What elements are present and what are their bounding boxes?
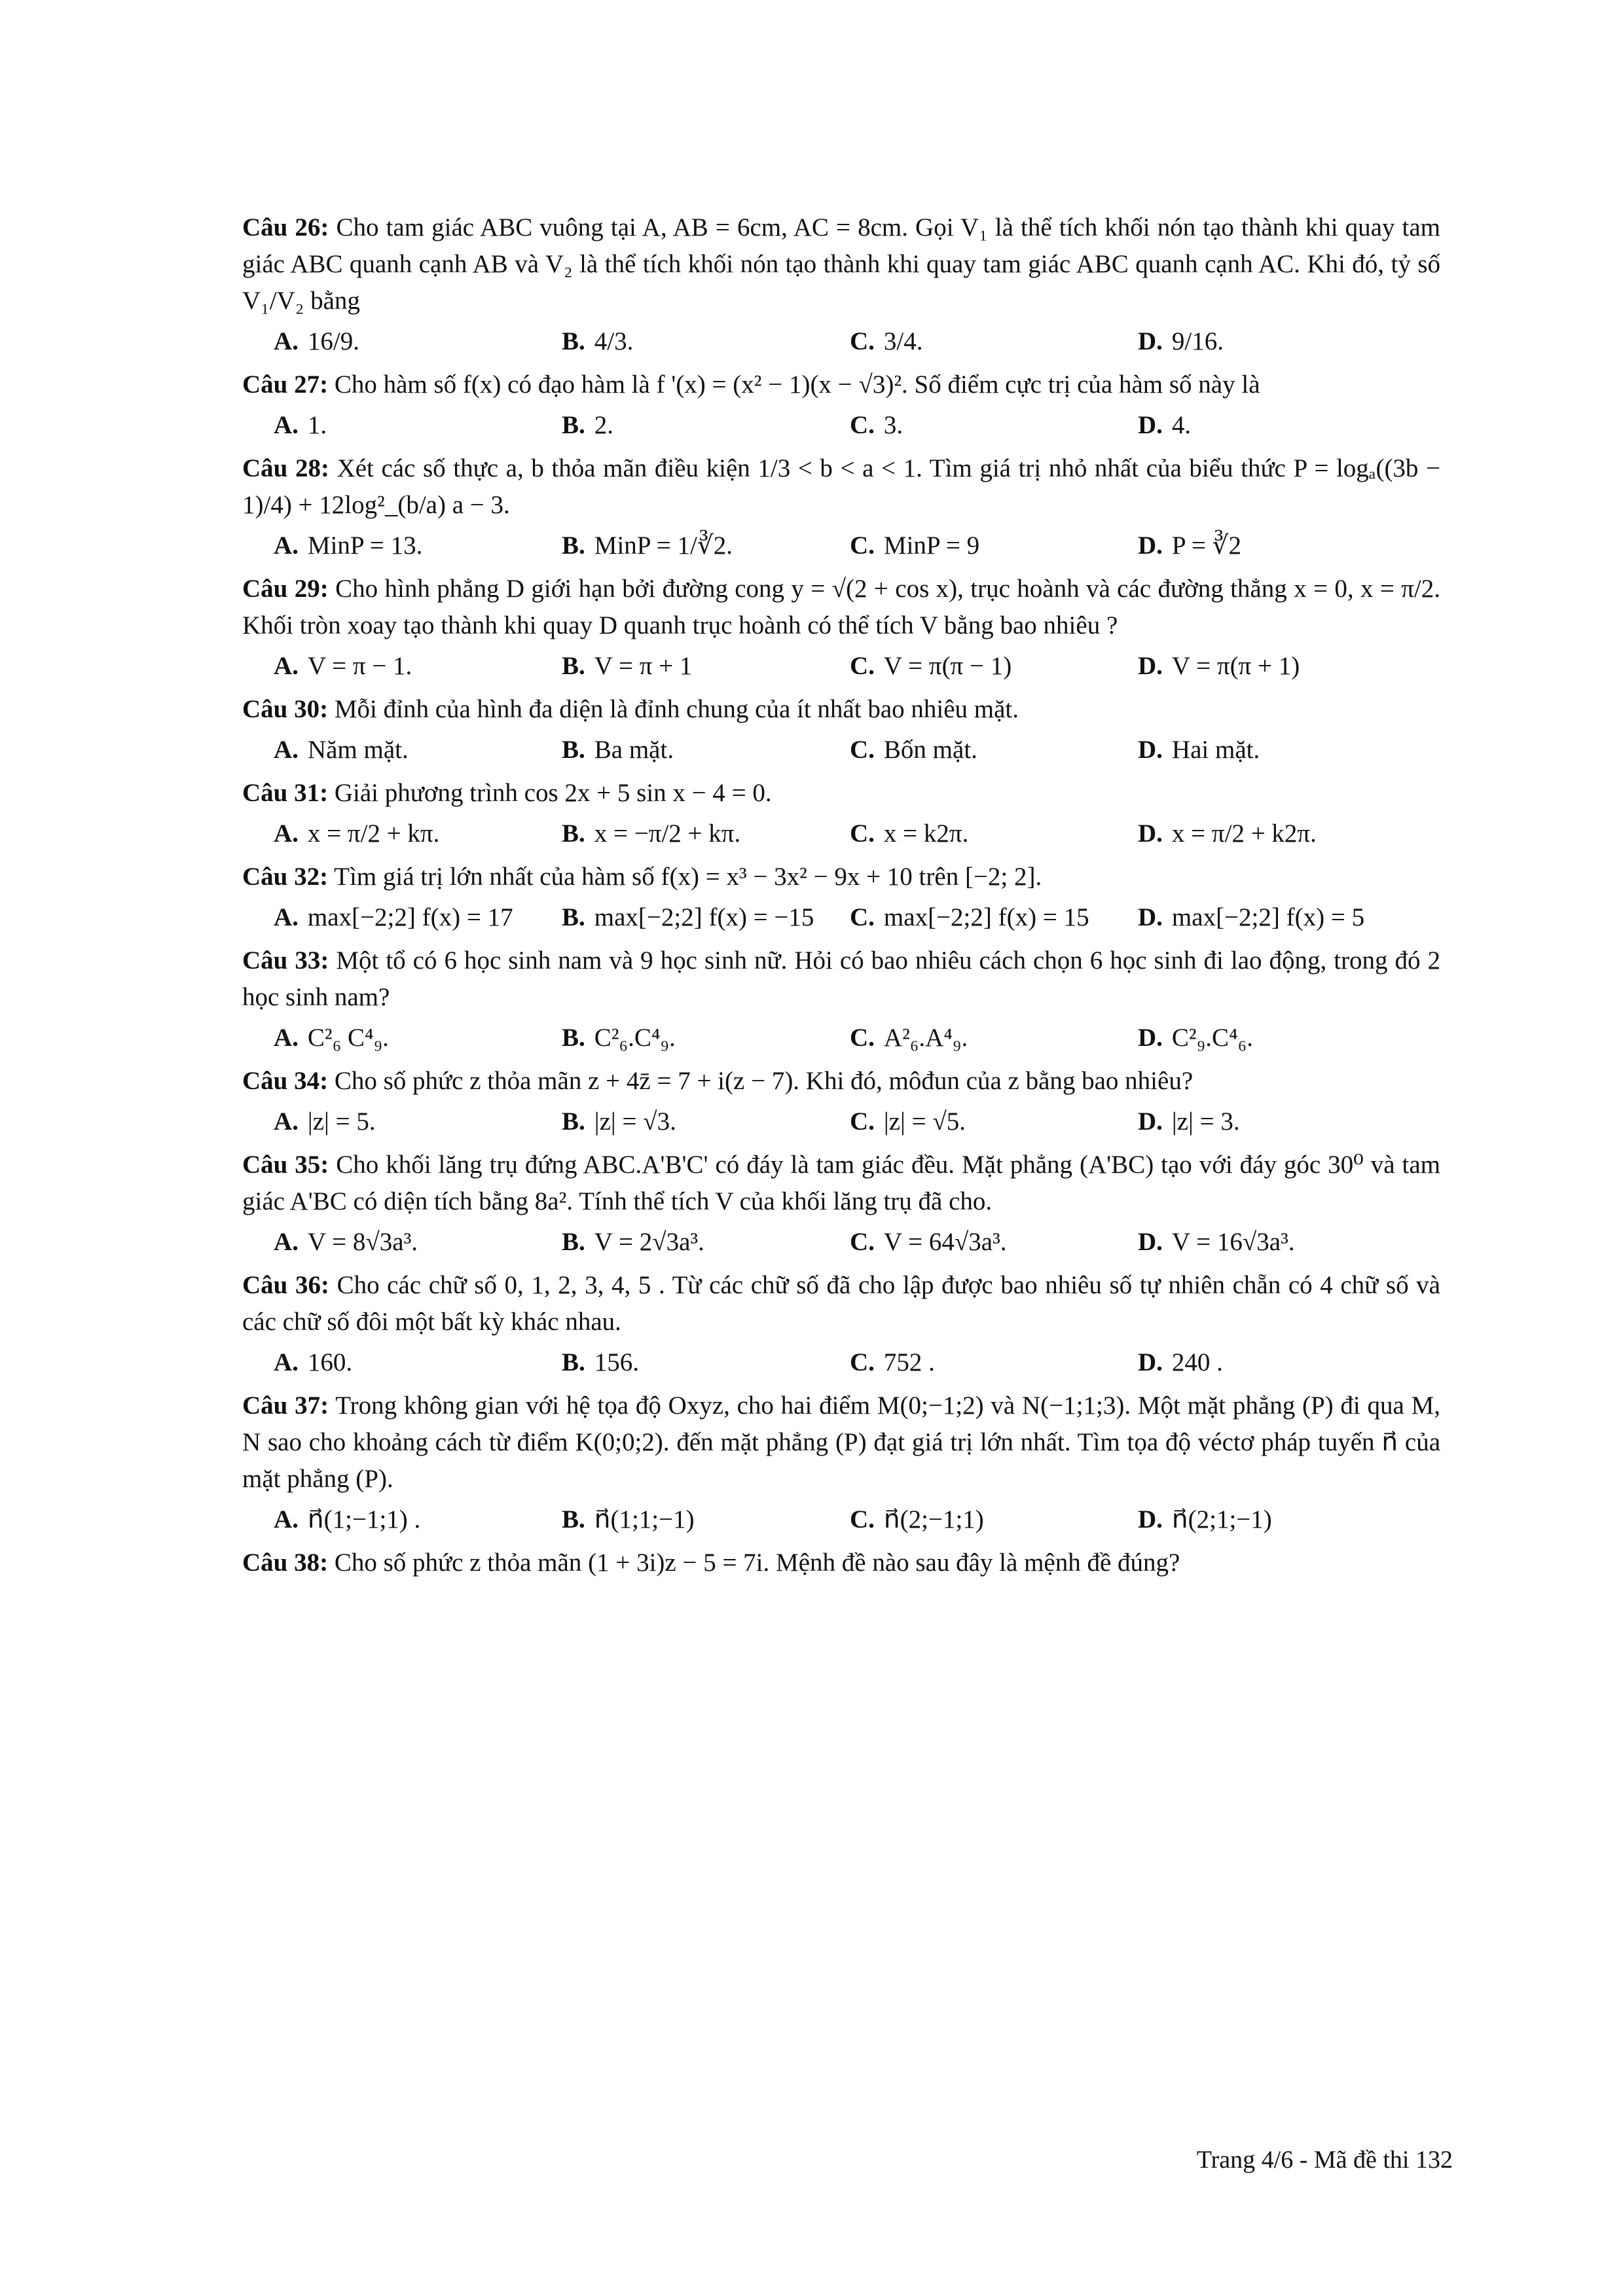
- answer-option[interactable]: [1138, 528, 1426, 564]
- option-text: max[−2;2] f(x) = 5: [1171, 903, 1365, 931]
- answer-options: [274, 1103, 1440, 1140]
- option-label: D.: [1138, 327, 1163, 355]
- option-text: V = π(π + 1): [1171, 652, 1300, 680]
- option-text: max[−2;2] f(x) = 17: [307, 903, 513, 931]
- option-text: max[−2;2] f(x) = 15: [883, 903, 1089, 931]
- answer-option[interactable]: [1138, 732, 1426, 768]
- question-26: [242, 209, 1440, 360]
- option-label: D.: [1138, 1348, 1163, 1376]
- option-text: n⃗(1;−1;1) .: [307, 1505, 421, 1534]
- option-label: C.: [850, 819, 875, 848]
- answer-option[interactable]: [850, 407, 1138, 444]
- option-text: 16/9.: [307, 327, 360, 355]
- question-body: Cho hình phẳng D giới hạn bởi đường cong y = √(2 + cos x), trục hoành và các đường thẳng x = 0, x = π/2. Khối tròn xoay tạo thành khi quay D quanh trục hoành có thể tích V bằng bao nhiêu ?: [242, 575, 1440, 639]
- question-number: Câu 35:: [242, 1151, 329, 1179]
- question-37: [242, 1388, 1440, 1538]
- option-text: n⃗(1;1;−1): [594, 1505, 695, 1534]
- option-label: D.: [1138, 1107, 1163, 1136]
- option-label: B.: [562, 327, 585, 355]
- option-text: x = −π/2 + kπ.: [594, 819, 741, 848]
- option-label: C.: [850, 903, 875, 931]
- option-label: D.: [1138, 411, 1163, 439]
- question-number: Câu 34:: [242, 1067, 329, 1095]
- option-text: V = 2√3a³.: [594, 1228, 704, 1256]
- answer-option[interactable]: [562, 899, 850, 936]
- option-text: 4/3.: [594, 327, 634, 355]
- option-text: 3.: [883, 411, 903, 439]
- question-text: [242, 1147, 1440, 1220]
- question-body: Trong không gian với hệ tọa độ Oxyz, cho hai điểm M(0;−1;2) và N(−1;1;3). Một mặt phẳng (P) đi qua M, N sao cho khoảng cách từ điểm K(0;0;2). đến mặt phẳng (P) đạt giá trị lớn nhất. Tìm tọa độ véctơ pháp tuyến n⃗ của mặt phẳng (P).: [242, 1391, 1441, 1493]
- option-text: Ba mặt.: [594, 736, 674, 764]
- option-label: C.: [850, 1505, 875, 1534]
- answer-option[interactable]: [850, 323, 1138, 360]
- answer-options: [274, 1020, 1440, 1056]
- question-38: [242, 1545, 1440, 1581]
- answer-option[interactable]: [274, 899, 562, 936]
- option-text: V = π − 1.: [307, 652, 412, 680]
- question-text: [242, 691, 1440, 728]
- question-body: Cho số phức z thỏa mãn z + 4z̄ = 7 + i(z − 7). Khi đó, môđun của z bằng bao nhiêu?: [334, 1067, 1194, 1095]
- answer-option[interactable]: [274, 648, 562, 685]
- answer-option[interactable]: [1138, 407, 1426, 444]
- answer-option[interactable]: [850, 1224, 1138, 1261]
- option-label: B.: [562, 652, 585, 680]
- question-34: [242, 1063, 1440, 1140]
- answer-options: [274, 1344, 1440, 1381]
- option-label: B.: [562, 411, 585, 439]
- answer-option[interactable]: [274, 1501, 562, 1538]
- option-text: V = 16√3a³.: [1171, 1228, 1295, 1256]
- question-28: [242, 450, 1440, 564]
- option-text: Năm mặt.: [307, 736, 409, 764]
- question-number: Câu 37:: [242, 1391, 329, 1420]
- question-27: [242, 367, 1440, 444]
- question-number: Câu 33:: [242, 946, 329, 975]
- question-number: Câu 31:: [242, 779, 329, 807]
- answer-option[interactable]: [850, 816, 1138, 852]
- question-text: [242, 859, 1440, 895]
- question-number: Câu 26:: [242, 213, 329, 242]
- answer-option[interactable]: [562, 1501, 850, 1538]
- answer-options: [274, 732, 1440, 768]
- question-body: Giải phương trình cos 2x + 5 sin x − 4 = 0.: [334, 779, 772, 807]
- option-label: B.: [562, 1107, 585, 1136]
- option-label: B.: [562, 1228, 585, 1256]
- answer-option[interactable]: [274, 1103, 562, 1140]
- question-text: [242, 1388, 1440, 1498]
- option-text: n⃗(2;−1;1): [883, 1505, 984, 1534]
- option-text: |z| = 5.: [307, 1107, 376, 1136]
- option-text: MinP = 13.: [307, 531, 423, 560]
- answer-option[interactable]: [850, 1103, 1138, 1140]
- option-label: A.: [274, 531, 299, 560]
- option-label: B.: [562, 531, 585, 560]
- option-text: P = ∛2: [1171, 531, 1242, 560]
- answer-option[interactable]: [850, 1344, 1138, 1381]
- option-label: A.: [274, 819, 299, 848]
- option-label: D.: [1138, 903, 1163, 931]
- question-33: [242, 942, 1440, 1056]
- option-text: C²₆.C⁴₉.: [594, 1024, 676, 1052]
- option-text: n⃗(2;1;−1): [1171, 1505, 1272, 1534]
- answer-option[interactable]: [1138, 1344, 1426, 1381]
- option-label: C.: [850, 531, 875, 560]
- option-text: MinP = 1/∛2.: [594, 531, 733, 560]
- question-body: Mỗi đỉnh của hình đa diện là đỉnh chung của ít nhất bao nhiêu mặt.: [334, 695, 1019, 723]
- answer-option[interactable]: [274, 732, 562, 768]
- option-label: C.: [850, 1228, 875, 1256]
- question-number: Câu 28:: [242, 454, 329, 482]
- option-text: |z| = 3.: [1171, 1107, 1240, 1136]
- option-text: |z| = √3.: [594, 1107, 676, 1136]
- option-text: V = π + 1: [594, 652, 693, 680]
- option-label: B.: [562, 736, 585, 764]
- answer-option[interactable]: [850, 732, 1138, 768]
- answer-option[interactable]: [850, 899, 1138, 936]
- option-label: C.: [850, 411, 875, 439]
- answer-option[interactable]: [850, 1501, 1138, 1538]
- option-label: C.: [850, 1348, 875, 1376]
- question-body: Cho số phức z thỏa mãn (1 + 3i)z − 5 = 7i. Mệnh đề nào sau đây là mệnh đề đúng?: [334, 1549, 1180, 1577]
- answer-option[interactable]: [562, 1103, 850, 1140]
- option-text: 2.: [594, 411, 614, 439]
- option-label: B.: [562, 1024, 585, 1052]
- answer-option[interactable]: [274, 816, 562, 852]
- question-number: Câu 27:: [242, 370, 329, 399]
- option-text: C²₉.C⁴₆.: [1171, 1024, 1253, 1052]
- option-text: x = π/2 + kπ.: [307, 819, 440, 848]
- option-text: 3/4.: [883, 327, 923, 355]
- answer-options: [274, 1501, 1440, 1538]
- option-label: B.: [562, 1505, 585, 1534]
- question-body: Một tổ có 6 học sinh nam và 9 học sinh nữ. Hỏi có bao nhiêu cách chọn 6 học sinh đi lao động, trong đó 2 học sinh nam?: [242, 946, 1441, 1011]
- option-label: C.: [850, 1107, 875, 1136]
- option-label: A.: [274, 903, 299, 931]
- question-body: Xét các số thực a, b thỏa mãn điều kiện 1/3 < b < a < 1. Tìm giá trị nhỏ nhất của biểu thức P = logₐ((3b − 1)/4) + 12log²_(b/a) a − 3.: [242, 454, 1441, 519]
- option-text: V = 64√3a³.: [883, 1228, 1007, 1256]
- answer-option[interactable]: [850, 648, 1138, 685]
- question-text: [242, 1267, 1440, 1340]
- answer-option[interactable]: [562, 1344, 850, 1381]
- option-label: C.: [850, 736, 875, 764]
- option-label: D.: [1138, 652, 1163, 680]
- answer-option[interactable]: [562, 528, 850, 564]
- answer-options: [274, 528, 1440, 564]
- option-text: 9/16.: [1171, 327, 1224, 355]
- option-label: B.: [562, 903, 585, 931]
- answer-option[interactable]: [562, 648, 850, 685]
- page-footer: Trang 4/6 - Mã đề thi 132: [1196, 2146, 1453, 2174]
- option-text: 1.: [307, 411, 327, 439]
- question-number: Câu 32:: [242, 863, 329, 891]
- option-label: D.: [1138, 1228, 1163, 1256]
- option-text: MinP = 9: [883, 531, 980, 560]
- option-text: 752 .: [883, 1348, 935, 1376]
- question-number: Câu 30:: [242, 695, 329, 723]
- question-text: [242, 942, 1440, 1016]
- option-label: C.: [850, 652, 875, 680]
- answer-option[interactable]: [274, 1344, 562, 1381]
- answer-options: [274, 407, 1440, 444]
- answer-options: [274, 648, 1440, 685]
- option-text: Bốn mặt.: [883, 736, 977, 764]
- answer-option[interactable]: [562, 732, 850, 768]
- option-label: C.: [850, 1024, 875, 1052]
- option-text: V = 8√3a³.: [307, 1228, 418, 1256]
- option-text: 156.: [594, 1348, 640, 1376]
- answer-option[interactable]: [850, 1020, 1138, 1056]
- question-text: [242, 209, 1440, 319]
- option-label: D.: [1138, 819, 1163, 848]
- answer-option[interactable]: [850, 528, 1138, 564]
- answer-option[interactable]: [274, 1020, 562, 1056]
- answer-option[interactable]: [562, 1224, 850, 1261]
- option-label: A.: [274, 1228, 299, 1256]
- answer-options: [274, 816, 1440, 852]
- answer-option[interactable]: [562, 816, 850, 852]
- answer-options: [274, 899, 1440, 936]
- question-text: [242, 571, 1440, 644]
- option-text: V = π(π − 1): [883, 652, 1012, 680]
- question-text: [242, 367, 1440, 403]
- question-35: [242, 1147, 1440, 1261]
- option-label: A.: [274, 1348, 299, 1376]
- answer-option[interactable]: [1138, 1224, 1426, 1261]
- option-text: C²₆ C⁴₉.: [307, 1024, 389, 1052]
- option-label: A.: [274, 327, 299, 355]
- option-text: 240 .: [1171, 1348, 1223, 1376]
- question-29: [242, 571, 1440, 685]
- option-text: Hai mặt.: [1171, 736, 1260, 764]
- question-text: [242, 1545, 1440, 1581]
- answer-option[interactable]: [274, 1224, 562, 1261]
- option-text: x = k2π.: [883, 819, 969, 848]
- answer-option[interactable]: [562, 1020, 850, 1056]
- question-body: Tìm giá trị lớn nhất của hàm số f(x) = x³ − 3x² − 9x + 10 trên [−2; 2].: [334, 863, 1042, 891]
- question-body: Cho tam giác ABC vuông tại A, AB = 6cm, AC = 8cm. Gọi V₁ là thể tích khối nón tạo thành khi quay tam giác ABC quanh cạnh AB và V₂ là thể tích khối nón tạo thành khi quay tam giác ABC quanh cạnh AC. Khi đó, tỷ số V₁/V₂ bằng: [242, 213, 1440, 315]
- question-body: Cho các chữ số 0, 1, 2, 3, 4, 5 . Từ các chữ số đã cho lập được bao nhiêu số tự nhiên chẵn có 4 chữ số và các chữ số đôi một bất kỳ khác nhau.: [242, 1271, 1440, 1336]
- option-text: x = π/2 + k2π.: [1171, 819, 1317, 848]
- option-label: B.: [562, 1348, 585, 1376]
- answer-options: [274, 1224, 1440, 1261]
- option-label: D.: [1138, 531, 1163, 560]
- question-text: [242, 1063, 1440, 1100]
- answer-option[interactable]: [1138, 1501, 1426, 1538]
- answer-option[interactable]: [1138, 899, 1426, 936]
- answer-options: [274, 323, 1440, 360]
- answer-option[interactable]: [274, 407, 562, 444]
- question-32: [242, 859, 1440, 936]
- option-label: D.: [1138, 736, 1163, 764]
- option-label: A.: [274, 1505, 299, 1534]
- question-body: Cho khối lăng trụ đứng ABC.A'B'C' có đáy là tam giác đều. Mặt phẳng (A'BC) tạo với đáy góc 30⁰ và tam giác A'BC có diện tích bằng 8a². Tính thể tích V của khối lăng trụ đã cho.: [242, 1151, 1441, 1215]
- option-text: 160.: [307, 1348, 353, 1376]
- question-body: Cho hàm số f(x) có đạo hàm là f '(x) = (x² − 1)(x − √3)². Số điểm cực trị của hàm số này là: [334, 370, 1260, 399]
- option-label: A.: [274, 1024, 299, 1052]
- question-31: [242, 775, 1440, 852]
- option-label: A.: [274, 736, 299, 764]
- option-label: D.: [1138, 1024, 1163, 1052]
- option-label: C.: [850, 327, 875, 355]
- answer-option[interactable]: [562, 323, 850, 360]
- question-number: Câu 36:: [242, 1271, 329, 1299]
- option-label: A.: [274, 411, 299, 439]
- option-text: max[−2;2] f(x) = −15: [594, 903, 814, 931]
- answer-option[interactable]: [1138, 816, 1426, 852]
- option-text: A²₆.A⁴₉.: [883, 1024, 968, 1052]
- option-text: |z| = √5.: [883, 1107, 966, 1136]
- answer-option[interactable]: [1138, 1103, 1426, 1140]
- answer-option[interactable]: [1138, 648, 1426, 685]
- question-text: [242, 450, 1440, 524]
- answer-option[interactable]: [1138, 1020, 1426, 1056]
- question-text: [242, 775, 1440, 812]
- question-30: [242, 691, 1440, 768]
- question-number: Câu 29:: [242, 575, 329, 603]
- option-label: D.: [1138, 1505, 1163, 1534]
- option-label: A.: [274, 1107, 299, 1136]
- answer-option[interactable]: [274, 323, 562, 360]
- question-number: Câu 38:: [242, 1549, 329, 1577]
- answer-option[interactable]: [274, 528, 562, 564]
- option-label: A.: [274, 652, 299, 680]
- exam-page: [242, 209, 1440, 1587]
- option-label: B.: [562, 819, 585, 848]
- question-36: [242, 1267, 1440, 1381]
- option-text: 4.: [1171, 411, 1192, 439]
- answer-option[interactable]: [1138, 323, 1426, 360]
- answer-option[interactable]: [562, 407, 850, 444]
